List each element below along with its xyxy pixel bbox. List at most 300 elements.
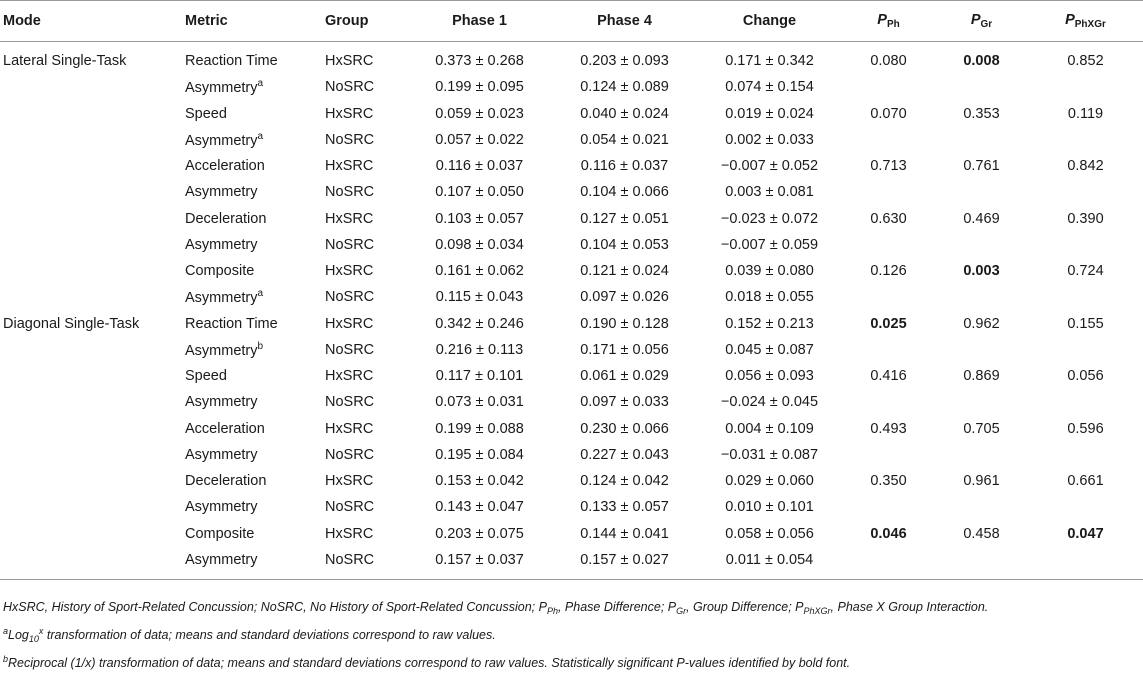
- cell-metric: [185, 153, 325, 179]
- footnote-text: , Group Difference; P: [686, 600, 804, 614]
- cell-p-gr: [935, 127, 1028, 153]
- cell-p-phxgr: [1028, 311, 1143, 337]
- cell-phase4: [552, 127, 697, 153]
- cell-group: [325, 521, 407, 547]
- cell-metric: [185, 442, 325, 468]
- cell-group: [325, 74, 407, 100]
- cell-phase1: [407, 468, 552, 494]
- cell-mode: [0, 468, 185, 494]
- cell-change-text: 0.056 ± 0.093: [725, 368, 814, 385]
- cell-group-text: NoSRC: [325, 236, 375, 253]
- table-row: [0, 442, 1143, 468]
- cell-metric-text: Asymmetry: [185, 290, 258, 307]
- cell-phase1-text: 0.098 ± 0.034: [435, 236, 524, 253]
- cell-p-gr: [935, 258, 1028, 284]
- cell-p-ph: [842, 389, 935, 415]
- cell-metric: [185, 337, 325, 363]
- cell-metric: [185, 521, 325, 547]
- cell-p-phxgr: [1028, 547, 1143, 580]
- cell-metric-text: Composite: [185, 525, 255, 542]
- header-mode: Mode: [0, 1, 185, 42]
- footnote-text: Reciprocal (1/x) transformation of data; means and standard deviations correspond to raw values. Statistically significant P-values identified by bold font.: [8, 656, 851, 670]
- table-row: [0, 547, 1143, 580]
- footnote-marker: b: [257, 340, 264, 352]
- cell-change-text: 0.011 ± 0.054: [725, 551, 814, 568]
- cell-group: [325, 284, 407, 310]
- cell-metric-text: Deceleration: [185, 473, 267, 490]
- cell-group: [325, 363, 407, 389]
- cell-group: [325, 206, 407, 232]
- cell-p-phxgr: [1028, 42, 1143, 75]
- table-row: [0, 127, 1143, 153]
- cell-p-ph: [842, 179, 935, 205]
- cell-group-text: HxSRC: [325, 158, 374, 175]
- cell-mode: [0, 127, 185, 153]
- cell-p-ph-text: 0.080: [870, 53, 907, 70]
- cell-phase1-text: 0.116 ± 0.037: [435, 158, 524, 175]
- cell-phase1-text: 0.073 ± 0.031: [435, 394, 524, 411]
- cell-p-ph: [842, 42, 935, 75]
- header-p-ph-main: P: [877, 12, 887, 28]
- cell-phase4-text: 0.061 ± 0.029: [580, 368, 669, 385]
- cell-metric: [185, 311, 325, 337]
- cell-mode: [0, 494, 185, 520]
- cell-p-ph: [842, 468, 935, 494]
- cell-phase4: [552, 521, 697, 547]
- cell-phase1: [407, 258, 552, 284]
- cell-change: [697, 442, 842, 468]
- cell-change: [697, 179, 842, 205]
- cell-metric: [185, 206, 325, 232]
- cell-p-phxgr: [1028, 206, 1143, 232]
- cell-phase1: [407, 521, 552, 547]
- cell-phase4: [552, 232, 697, 258]
- cell-change-text: −0.024 ± 0.045: [720, 394, 819, 411]
- cell-p-gr: [935, 468, 1028, 494]
- cell-change-text: 0.003 ± 0.081: [725, 184, 814, 201]
- cell-p-ph: [842, 74, 935, 100]
- cell-phase1-text: 0.153 ± 0.042: [435, 473, 524, 490]
- table-row: [0, 468, 1143, 494]
- table-row: [0, 206, 1143, 232]
- cell-p-ph: [842, 127, 935, 153]
- cell-mode: [0, 311, 185, 337]
- header-phase4: Phase 4: [552, 1, 697, 42]
- cell-p-ph: [842, 521, 935, 547]
- cell-phase1-text: 0.161 ± 0.062: [435, 263, 524, 280]
- footnote-a: [3, 621, 1138, 649]
- cell-group-text: NoSRC: [325, 446, 375, 463]
- cell-p-ph: [842, 232, 935, 258]
- table-row: [0, 311, 1143, 337]
- cell-phase1: [407, 127, 552, 153]
- cell-phase1-text: 0.157 ± 0.037: [435, 551, 524, 568]
- cell-p-gr-text: 0.458: [963, 525, 1000, 542]
- cell-p-phxgr: [1028, 284, 1143, 310]
- table-row: [0, 153, 1143, 179]
- cell-p-phxgr: [1028, 127, 1143, 153]
- cell-phase1: [407, 416, 552, 442]
- cell-phase4-text: 0.040 ± 0.024: [580, 105, 669, 122]
- cell-metric-text: Reaction Time: [185, 53, 278, 70]
- cell-p-gr: [935, 416, 1028, 442]
- cell-metric: [185, 284, 325, 310]
- cell-change-text: −0.007 ± 0.052: [720, 158, 819, 175]
- cell-group-text: HxSRC: [325, 263, 374, 280]
- header-p-ph-sub: Ph: [886, 19, 900, 30]
- cell-change-text: 0.074 ± 0.154: [725, 79, 814, 96]
- cell-change: [697, 232, 842, 258]
- cell-mode: [0, 258, 185, 284]
- cell-phase4: [552, 284, 697, 310]
- header-phase1: Phase 1: [407, 1, 552, 42]
- cell-group-text: NoSRC: [325, 184, 375, 201]
- cell-mode-text: Lateral Single-Task: [3, 53, 127, 70]
- cell-p-phxgr: [1028, 258, 1143, 284]
- cell-phase4: [552, 363, 697, 389]
- cell-group: [325, 101, 407, 127]
- cell-phase1-text: 0.057 ± 0.022: [435, 131, 524, 148]
- footnote-b: [3, 649, 1138, 673]
- cell-p-phxgr: [1028, 389, 1143, 415]
- cell-change-text: 0.010 ± 0.101: [725, 499, 814, 516]
- cell-phase4-text: 0.133 ± 0.057: [580, 499, 669, 516]
- cell-group-text: HxSRC: [325, 368, 374, 385]
- cell-metric: [185, 258, 325, 284]
- cell-phase1: [407, 442, 552, 468]
- cell-phase4: [552, 206, 697, 232]
- cell-phase4-text: 0.230 ± 0.066: [580, 420, 669, 437]
- header-group: Group: [325, 1, 407, 42]
- cell-group-text: HxSRC: [325, 420, 374, 437]
- cell-phase1-text: 0.199 ± 0.088: [435, 420, 524, 437]
- cell-p-ph: [842, 416, 935, 442]
- footnote-sub: Ph: [546, 606, 558, 616]
- header-p-phxgr: [1028, 1, 1143, 42]
- cell-group: [325, 442, 407, 468]
- cell-group-text: NoSRC: [325, 499, 375, 516]
- cell-change: [697, 284, 842, 310]
- cell-p-phxgr: [1028, 232, 1143, 258]
- footnote-marker: a: [3, 626, 9, 636]
- cell-phase4-text: 0.104 ± 0.066: [580, 184, 669, 201]
- cell-mode: [0, 363, 185, 389]
- cell-p-ph-text: 0.713: [870, 158, 907, 175]
- cell-mode: [0, 206, 185, 232]
- table-row: [0, 337, 1143, 363]
- cell-phase4-text: 0.097 ± 0.033: [580, 394, 669, 411]
- cell-p-ph-text: 0.126: [870, 263, 907, 280]
- cell-group: [325, 494, 407, 520]
- cell-change: [697, 468, 842, 494]
- cell-phase4: [552, 547, 697, 580]
- cell-metric-text: Asymmetry: [185, 342, 258, 359]
- cell-phase1: [407, 206, 552, 232]
- cell-phase4: [552, 153, 697, 179]
- cell-phase1: [407, 179, 552, 205]
- cell-metric-text: Asymmetry: [185, 80, 258, 97]
- cell-phase4: [552, 468, 697, 494]
- cell-metric: [185, 42, 325, 75]
- cell-p-ph: [842, 337, 935, 363]
- footnote-marker: a: [257, 78, 264, 90]
- cell-group-text: NoSRC: [325, 551, 375, 568]
- cell-group: [325, 179, 407, 205]
- cell-phase1: [407, 311, 552, 337]
- cell-p-ph-text: 0.416: [870, 368, 907, 385]
- cell-p-phxgr: [1028, 494, 1143, 520]
- table-row: [0, 74, 1143, 100]
- footnote-sub: Gr: [676, 606, 687, 616]
- cell-p-gr-text: 0.353: [963, 105, 1000, 122]
- cell-change: [697, 153, 842, 179]
- cell-phase1-text: 0.107 ± 0.050: [435, 184, 524, 201]
- cell-phase1-text: 0.199 ± 0.095: [435, 79, 524, 96]
- cell-p-gr: [935, 206, 1028, 232]
- cell-phase1-text: 0.117 ± 0.101: [435, 368, 524, 385]
- cell-p-gr: [935, 232, 1028, 258]
- cell-mode: [0, 232, 185, 258]
- cell-p-phxgr: [1028, 179, 1143, 205]
- footnote-text: Log: [8, 628, 29, 642]
- cell-phase1: [407, 363, 552, 389]
- cell-p-phxgr-text: 0.661: [1067, 473, 1104, 490]
- cell-phase1: [407, 101, 552, 127]
- cell-metric-text: Asymmetry: [185, 551, 258, 568]
- cell-change-text: 0.039 ± 0.080: [725, 263, 814, 280]
- cell-mode: [0, 42, 185, 75]
- table-row: [0, 42, 1143, 75]
- cell-metric-text: Speed: [185, 105, 227, 122]
- cell-p-gr: [935, 363, 1028, 389]
- cell-p-ph-text: 0.025: [870, 315, 907, 332]
- cell-p-gr: [935, 521, 1028, 547]
- cell-p-ph-text: 0.493: [870, 420, 907, 437]
- cell-mode: [0, 284, 185, 310]
- table-body: [0, 42, 1143, 580]
- cell-p-gr-text: 0.761: [963, 158, 1000, 175]
- cell-p-gr-text: 0.003: [963, 263, 1000, 280]
- cell-change: [697, 74, 842, 100]
- table-footnotes: [3, 597, 1138, 673]
- cell-mode: [0, 74, 185, 100]
- cell-phase4: [552, 258, 697, 284]
- cell-phase4: [552, 311, 697, 337]
- cell-p-gr: [935, 311, 1028, 337]
- cell-group: [325, 127, 407, 153]
- cell-p-gr: [935, 74, 1028, 100]
- cell-phase4-text: 0.171 ± 0.056: [580, 341, 669, 358]
- cell-p-phxgr-text: 0.842: [1067, 158, 1104, 175]
- cell-metric-text: Asymmetry: [185, 236, 258, 253]
- cell-change: [697, 494, 842, 520]
- cell-p-gr-text: 0.962: [963, 315, 1000, 332]
- cell-change-text: 0.019 ± 0.024: [725, 105, 814, 122]
- footnote-marker: a: [257, 130, 264, 142]
- cell-p-phxgr-text: 0.724: [1067, 263, 1104, 280]
- cell-p-ph-text: 0.350: [870, 473, 907, 490]
- cell-phase4: [552, 101, 697, 127]
- cell-p-phxgr: [1028, 468, 1143, 494]
- cell-group: [325, 547, 407, 580]
- cell-change-text: 0.058 ± 0.056: [725, 525, 814, 542]
- cell-change-text: 0.045 ± 0.087: [725, 341, 814, 358]
- cell-change: [697, 547, 842, 580]
- cell-phase1: [407, 547, 552, 580]
- cell-mode: [0, 521, 185, 547]
- cell-phase1-text: 0.103 ± 0.057: [435, 210, 524, 227]
- cell-phase1-text: 0.216 ± 0.113: [435, 341, 524, 358]
- cell-phase1-text: 0.195 ± 0.084: [435, 446, 524, 463]
- cell-change-text: 0.004 ± 0.109: [725, 420, 814, 437]
- cell-p-gr-text: 0.705: [963, 420, 1000, 437]
- cell-metric-text: Asymmetry: [185, 446, 258, 463]
- cell-p-ph: [842, 284, 935, 310]
- cell-metric: [185, 74, 325, 100]
- cell-p-gr-text: 0.008: [963, 53, 1000, 70]
- table-row: [0, 101, 1143, 127]
- footnote-text: transformation of data; means and standard deviations correspond to raw values.: [43, 628, 496, 642]
- cell-group: [325, 42, 407, 75]
- cell-phase1: [407, 284, 552, 310]
- footnote-text: HxSRC, History of Sport-Related Concussion; NoSRC, No History of Sport-Related Concussion; P: [3, 600, 547, 614]
- cell-p-ph: [842, 311, 935, 337]
- cell-group-text: NoSRC: [325, 79, 375, 96]
- cell-mode: [0, 337, 185, 363]
- cell-p-phxgr-text: 0.155: [1067, 315, 1104, 332]
- cell-group-text: HxSRC: [325, 210, 374, 227]
- cell-group-text: HxSRC: [325, 53, 374, 70]
- cell-phase1-text: 0.059 ± 0.023: [435, 105, 524, 122]
- cell-phase4-text: 0.203 ± 0.093: [580, 53, 669, 70]
- footnote-abbreviations: [3, 597, 1138, 621]
- cell-p-phxgr: [1028, 337, 1143, 363]
- cell-metric: [185, 416, 325, 442]
- cell-phase4-text: 0.116 ± 0.037: [580, 158, 669, 175]
- cell-p-ph: [842, 363, 935, 389]
- cell-metric-text: Acceleration: [185, 158, 265, 175]
- cell-phase4: [552, 442, 697, 468]
- cell-phase1: [407, 232, 552, 258]
- cell-p-gr: [935, 389, 1028, 415]
- cell-phase1-text: 0.115 ± 0.043: [435, 289, 524, 306]
- cell-metric: [185, 363, 325, 389]
- cell-change-text: 0.171 ± 0.342: [725, 53, 814, 70]
- cell-phase1: [407, 74, 552, 100]
- cell-p-gr: [935, 179, 1028, 205]
- cell-group: [325, 311, 407, 337]
- cell-metric: [185, 127, 325, 153]
- header-p-ph: [842, 1, 935, 42]
- cell-change-text: 0.018 ± 0.055: [725, 289, 814, 306]
- cell-p-gr: [935, 337, 1028, 363]
- cell-p-phxgr-text: 0.047: [1067, 525, 1104, 542]
- cell-change: [697, 521, 842, 547]
- cell-mode: [0, 179, 185, 205]
- cell-group-text: HxSRC: [325, 473, 374, 490]
- cell-metric-text: Asymmetry: [185, 132, 258, 149]
- cell-phase4: [552, 337, 697, 363]
- cell-group: [325, 389, 407, 415]
- cell-p-phxgr: [1028, 416, 1143, 442]
- cell-p-phxgr: [1028, 442, 1143, 468]
- cell-change: [697, 101, 842, 127]
- cell-group: [325, 337, 407, 363]
- cell-phase4: [552, 74, 697, 100]
- cell-phase4-text: 0.144 ± 0.041: [580, 525, 669, 542]
- cell-phase1: [407, 42, 552, 75]
- cell-phase4-text: 0.127 ± 0.051: [580, 210, 669, 227]
- cell-change: [697, 206, 842, 232]
- cell-phase1: [407, 153, 552, 179]
- cell-phase4: [552, 179, 697, 205]
- cell-change: [697, 42, 842, 75]
- table-row: [0, 521, 1143, 547]
- cell-metric-text: Reaction Time: [185, 315, 278, 332]
- table-row: [0, 258, 1143, 284]
- cell-change-text: −0.007 ± 0.059: [720, 236, 819, 253]
- cell-phase4-text: 0.124 ± 0.089: [580, 79, 669, 96]
- header-p-gr: [935, 1, 1028, 42]
- cell-phase1: [407, 494, 552, 520]
- cell-phase4: [552, 416, 697, 442]
- cell-phase4-text: 0.121 ± 0.024: [580, 263, 669, 280]
- cell-metric: [185, 468, 325, 494]
- cell-change: [697, 127, 842, 153]
- cell-p-phxgr-text: 0.596: [1067, 420, 1104, 437]
- cell-change: [697, 416, 842, 442]
- cell-group: [325, 232, 407, 258]
- cell-metric-text: Asymmetry: [185, 499, 258, 516]
- header-row: [0, 1, 1143, 42]
- cell-p-ph: [842, 547, 935, 580]
- cell-phase4: [552, 389, 697, 415]
- cell-mode-text: Diagonal Single-Task: [3, 315, 140, 332]
- cell-group-text: NoSRC: [325, 394, 375, 411]
- header-p-gr-sub: Gr: [980, 19, 993, 30]
- cell-p-ph-text: 0.630: [870, 210, 907, 227]
- header-p-phxgr-sub: PhXGr: [1074, 19, 1106, 30]
- cell-change: [697, 389, 842, 415]
- header-change: Change: [697, 1, 842, 42]
- cell-p-phxgr: [1028, 521, 1143, 547]
- cell-metric-text: Acceleration: [185, 420, 265, 437]
- cell-change: [697, 337, 842, 363]
- cell-mode: [0, 547, 185, 580]
- cell-phase1-text: 0.342 ± 0.246: [435, 315, 524, 332]
- cell-p-ph-text: 0.046: [870, 525, 907, 542]
- cell-phase1-text: 0.373 ± 0.268: [435, 53, 524, 70]
- cell-group-text: HxSRC: [325, 315, 374, 332]
- cell-phase4-text: 0.124 ± 0.042: [580, 473, 669, 490]
- cell-group-text: HxSRC: [325, 525, 374, 542]
- table-row: [0, 284, 1143, 310]
- cell-p-phxgr-text: 0.056: [1067, 368, 1104, 385]
- cell-p-gr-text: 0.869: [963, 368, 1000, 385]
- cell-p-ph-text: 0.070: [870, 105, 907, 122]
- cell-change-text: −0.023 ± 0.072: [720, 210, 819, 227]
- cell-change-text: 0.029 ± 0.060: [725, 473, 814, 490]
- cell-p-gr-text: 0.961: [963, 473, 1000, 490]
- cell-p-phxgr: [1028, 101, 1143, 127]
- cell-change: [697, 311, 842, 337]
- cell-metric-text: Deceleration: [185, 210, 267, 227]
- footnote-marker: b: [3, 654, 9, 664]
- cell-metric: [185, 389, 325, 415]
- cell-phase1: [407, 337, 552, 363]
- cell-p-ph: [842, 494, 935, 520]
- table-row: [0, 494, 1143, 520]
